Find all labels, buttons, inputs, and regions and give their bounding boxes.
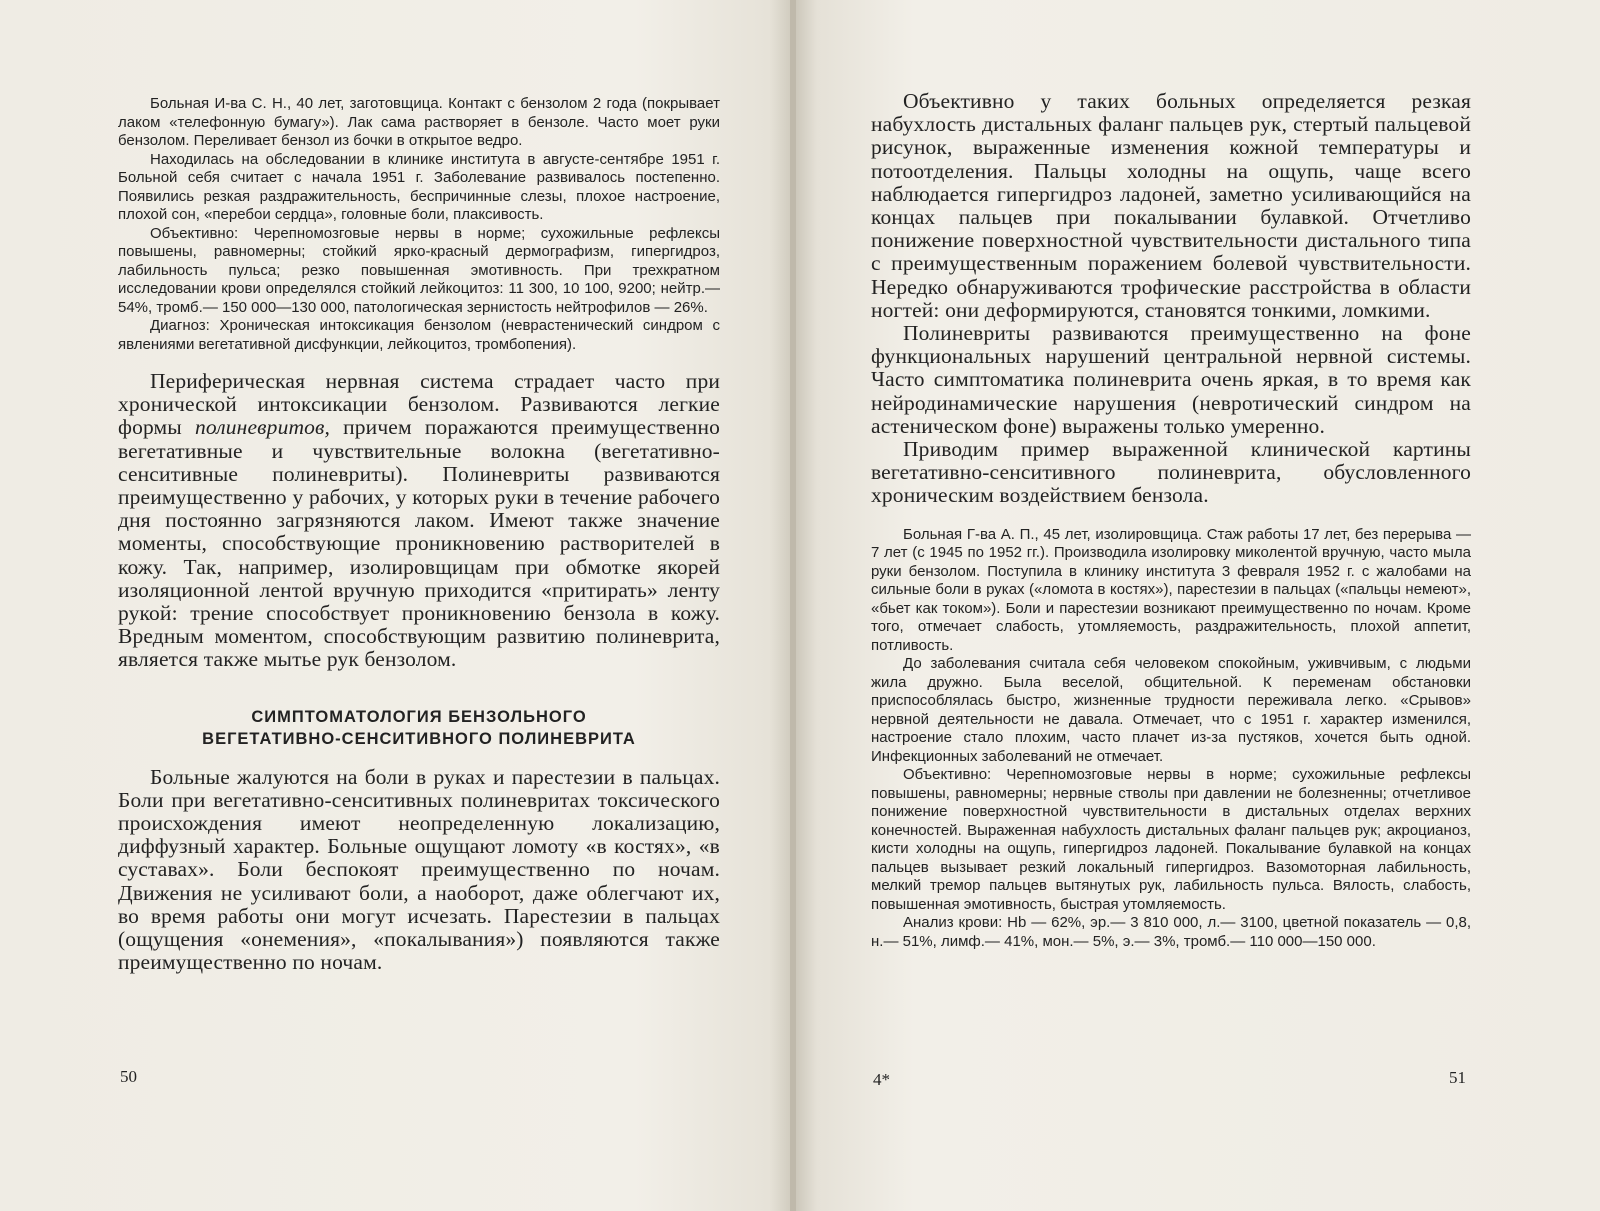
case-paragraph: Больная И-ва С. Н., 40 лет, заготовщица. Контакт с бензолом 2 года (покрывает лаком «телефонную бумагу»). Лак сама растворяет в бензоле. Часто моет руки бензолом. Переливает бензол из бочки в открытое ведро. [118, 95, 720, 149]
body-paragraph: Приводим пример выраженной клинической картины вегетативно-сенситивного полиневрита, обусловленного хроническим воздействием бензола. [871, 437, 1471, 508]
case-paragraph: Объективно: Черепномозговые нервы в норме; сухожильные рефлексы повышены, равномерны; стойкий ярко-красный дермографизм, гипергидроз, лабильность пульса; резко повышенная эмотивность. При трехкратном исследовании крови определялся стойкий лейкоцитоз: 11 300, 10 100, 9200; нейтр.— 54%, тромб.— 150 000—130 000, патологическая зернистость нейтрофилов — 26%. [118, 224, 720, 316]
page-number: 51 [1449, 1068, 1466, 1087]
body-text-part: Периферическая нервная система страдает часто при хронической интоксикации бензолом. Развиваются легкие формы [118, 369, 720, 440]
body-paragraph [118, 370, 720, 672]
case-paragraph: До заболевания считала себя человеком спокойным, уживчивым, с людьми жила дружно. Была веселой, общительной. К переменам обстановки приспособлялась быстро, жизненные трудности переживала легко. «Срывов» нервной деятельности не давала. Отмечает, что с 1951 г. характер изменился, настроение стало плохим, часто плачет из-за пустяков, хочется быть одной. Инфекционных заболеваний не отмечает. [871, 655, 1471, 765]
heading-line: СИМПТОМАТОЛОГИЯ БЕНЗОЛЬНОГО [251, 707, 587, 726]
left-page [0, 0, 793, 1211]
book-gutter [790, 0, 796, 1211]
signature-mark: 4* [873, 1070, 890, 1089]
section-heading [118, 706, 720, 750]
left-column [118, 95, 720, 974]
body-paragraph: Полиневриты развиваются преимущественно на фоне функциональных нарушений центральной нервной системы. Часто симптоматика полиневрита очень яркая, в то время как нейродинамические нарушения (невротический синдром на астеническом фоне) выражены только умеренно. [871, 321, 1471, 438]
emphasis-term: полиневритов, [194, 415, 331, 440]
body-paragraph: Больные жалуются на боли в руках и парестезии в пальцах. Боли при вегетативно-сенситивных полиневритах токсического происхождения имеют неопределенную локализацию, диффузный характер. Больные ощущают ломоту «в костях», «в суставах». Боли беспокоят преимущественно по ночам. Движения не усиливают боли, а наоборот, даже облегчают их, во время работы они могут исчезать. Парестезии в пальцах (ощущения «онемения», «покалывания») появляются также преимущественно по ночам. [118, 764, 720, 975]
case-paragraph: Анализ крови: Hb — 62%, эр.— 3 810 000, л.— 3100, цветной показатель — 0,8, н.— 51%, лимф.— 41%, мон.— 5%, э.— 3%, тромб.— 110 000—150 000. [871, 914, 1471, 950]
case-paragraph: Находилась на обследовании в клинике института в августе-сентябре 1951 г. Больной себя считает с начала 1951 г. Заболевание развивалось постепенно. Появились резкая раздражительность, беспричинные слезы, плохое настроение, плохой сон, «перебои сердца», головные боли, плаксивость. [118, 150, 720, 223]
body-text-part: причем поражаются преимущественно вегетативные и чувствительные волокна (вегетативно-сенситивные полиневриты). Полиневриты развиваются преимущественно у рабочих, у которых руки в течение рабочего дня постоянно загрязняются лаком. Имеют также значение моменты, способствующие проникновению растворителей в кожу. Так, например, изолировщицам при обмотке якорей изоляционной лентой вручную приходится «притирать» ленту рукой: трение способствует проникновению бензола в кожу. Вредным моментом, способствующим развитию полиневрита, является также мытье рук бензолом. [118, 415, 721, 672]
case-paragraph: Диагноз: Хроническая интоксикация бензолом (неврастенический синдром с явлениями вегетативной дисфункции, лейкоцитоз, тромбопения). [118, 317, 720, 353]
body-paragraph: Объективно у таких больных определяется резкая набухлость дистальных фаланг пальцев рук, стертый пальцевой рисунок, выраженные изменения кожной температуры и потоотделения. Пальцы холодны на ощупь, чаще всего наблюдается гипергидроз ладоней, заметно усиливающийся на концах пальцев при покалывании булавкой. Отчетливо понижение поверхностной чувствительности дистального типа с преимущественным поражением болевой чувствительности. Нередко обнаруживаются трофические расстройства в области ногтей: они деформируются, становятся тонкими, ломкими. [871, 89, 1471, 322]
page-number: 50 [120, 1067, 137, 1086]
right-column [871, 90, 1471, 951]
case-paragraph: Больная Г-ва А. П., 45 лет, изолировщица. Стаж работы 17 лет, без перерыва — 7 лет (с 1945 по 1952 гг.). Производила изолировку миколентой вручную, часто мыла руки бензолом. Поступила в клинику института 3 февраля 1952 г. с жалобами на сильные боли в руках («ломота в костях»), парестезии в пальцах («пальцы немеют», «бьет как током»). Боли и парестезии возникают преимущественно по ночам. Кроме того, отмечает слабость, утомляемость, раздражительность, плохой аппетит, потливость. [871, 525, 1471, 654]
heading-line: ВЕГЕТАТИВНО-СЕНСИТИВНОГО ПОЛИНЕВРИТА [202, 729, 636, 748]
case-paragraph: Объективно: Черепномозговые нервы в норме; сухожильные рефлексы повышены, равномерны; нервные стволы при давлении не болезненны; отчетливое понижение поверхностной чувствительности в дистальных отделах верхних конечностей. Выраженная набухлость дистальных фаланг пальцев рук; акроцианоз, кисти холодны на ощупь, гипергидроз ладоней. Покалывание булавкой на концах пальцев вызывает резкий локальный гипергидроз. Вазомоторная лабильность, мелкий тремор пальцев вытянутых рук, лабильность пульса. Вялость, слабость, повышенная эмотивность, быстрая утомляемость. [871, 766, 1471, 913]
right-page [793, 0, 1600, 1211]
